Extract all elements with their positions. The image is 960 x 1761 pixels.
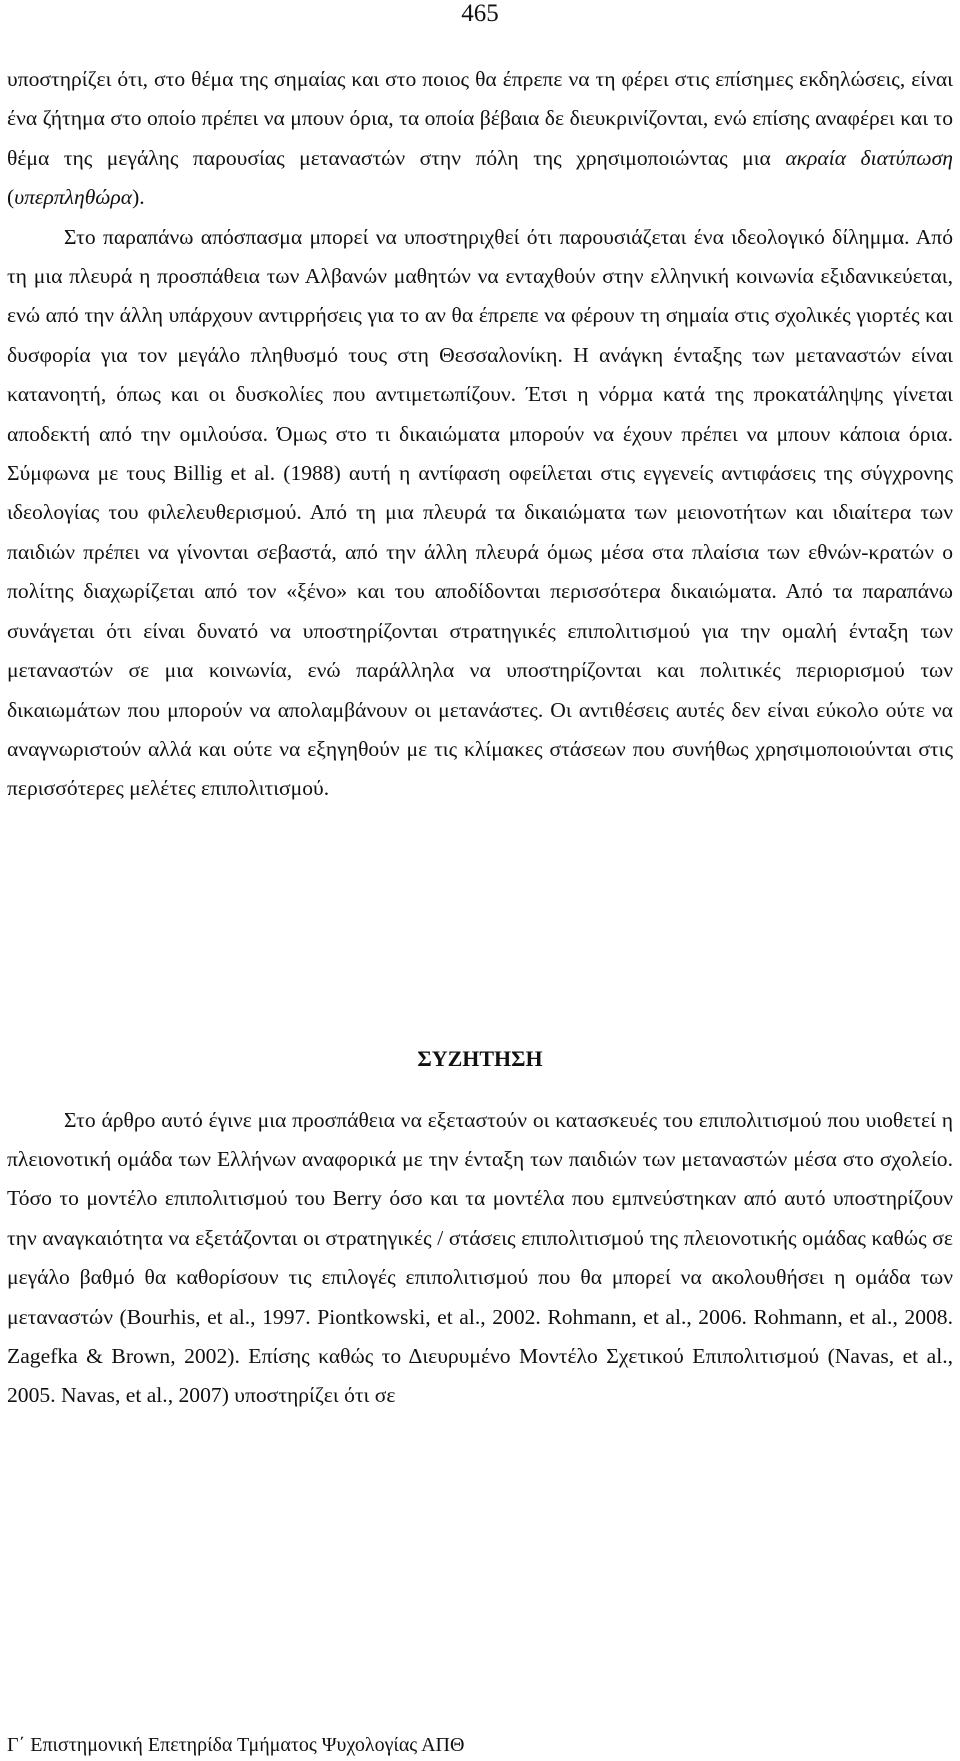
footer-divider [7, 1727, 953, 1728]
paragraph-1-text-c: ). [132, 185, 145, 210]
paragraph-1-italic-b: υπερπληθώρα [14, 185, 133, 210]
paragraph-1-text-a: υποστηρίζει ότι, στο θέμα της σημαίας και στο ποιος θα έπρεπε να τη φέρει στις επίσημες εκδηλώσεις, είναι ένα ζήτημα στο οποίο πρέπει να μπουν όρια, τα οποία βέβαια δε διευκρινίζονται, ενώ επίσης αναφέρει και το θέμα της μεγάλης παρουσίας μεταναστών στην πόλη της χρησιμοποιώντας μια [7, 67, 953, 170]
paragraph-1 [7, 60, 953, 218]
paragraph-1-text-b: ( [7, 185, 15, 210]
paragraph-2: Στο παραπάνω απόσπασμα μπορεί να υποστηριχθεί ότι παρουσιάζεται ένα ιδεολογικό δίλημμα. Από τη μια πλευρά η προσπάθεια των Αλβανών μαθητών να ενταχθούν στην ελληνική κοινωνία εξιδανικεύεται, ενώ από την άλλη υπάρχουν αντιρρήσεις για το αν θα έπρεπε να φέρουν τη σημαία στις σχολικές γιορτές και δυσφορία για τον μεγάλο πληθυσμό τους στη Θεσσαλονίκη. Η ανάγκη ένταξης των μεταναστών είναι κατανοητή, όπως και οι δυσκολίες που αντιμετωπίζουν. Έτσι η νόρμα κατά της προκατάληψης γίνεται αποδεκτή από την ομιλούσα. Όμως στο τι δικαιώματα μπορούν να έχουν πρέπει να μπουν κάποια όρια. Σύμφωνα με τους Billig et al. (1988) αυτή η αντίφαση οφείλεται στις εγγενείς αντιφάσεις της σύγχρονης ιδεολογίας του φιλελευθερισμού. Από τη μια πλευρά τα δικαιώματα των μειονοτήτων και ιδιαίτερα των παιδιών πρέπει να γίνονται σεβαστά, από την άλλη πλευρά όμως μέσα στα πλαίσια των εθνών-κρατών ο πολίτης διαχωρίζεται από τον «ξένο» και του αποδίδονται περισσότερα δικαιώματα. Από τα παραπάνω συνάγεται ότι είναι δυνατό να υποστηρίζονται στρατηγικές επιπολιτισμού για την ομαλή ένταξη των μεταναστών σε μια κοινωνία, ενώ παράλληλα να υποστηρίζονται και πολιτικές περιορισμού των δικαιωμάτων που μπορούν να απολαμβάνουν οι μετανάστες. Οι αντιθέσεις αυτές δεν είναι εύκολο ούτε να αναγνωριστούν αλλά και ούτε να εξηγηθούν με τις κλίμακες στάσεων που συνήθως χρησιμοποιούνται στις περισσότερες μελέτες επιπολιτισμού. [7, 224, 953, 801]
page-number: 465 [461, 0, 499, 27]
section-heading: ΣΥΖΗΤΗΣΗ [417, 1046, 543, 1071]
discussion-text [7, 1079, 953, 1437]
footer-text: Γ΄ Επιστημονική Επετηρίδα Τμήματος Ψυχολογίας ΑΠΘ [7, 1734, 465, 1756]
paragraph-3: Στο άρθρο αυτό έγινε μια προσπάθεια να εξεταστούν οι κατασκευές του επιπολιτισμού που υιοθετεί η πλειονοτική ομάδα των Ελλήνων αναφορικά με την ένταξη των παιδιών των μεταναστών μέσα στο σχολείο. Τόσο το μοντέλο επιπολιτισμού του Berry όσο και τα μοντέλα που εμπνεύστηκαν από αυτό υποστηρίζουν την αναγκαιότητα να εξετάζονται οι στρατηγικές / στάσεις επιπολιτισμού της πλειονοτικής ομάδας καθώς σε μεγάλο βαθμό θα καθορίσουν τις επιλογές επιπολιτισμού που θα μπορεί να ακολουθήσει η ομάδα των μεταναστών (Bourhis, et al., 1997. Piontkowski, et al., 2002. Rohmann, et al., 2006. Rohmann, et al., 2008. Zagefka & Brown, 2002). Επίσης καθώς το Διευρυμένο Μοντέλο Σχετικού Επιπολιτισμού (Navas, et al., 2005. Navas, et al., 2007) υποστηρίζει ότι σε [7, 1107, 953, 1408]
paragraph-1-italic-a: ακραία διατύπωση [785, 145, 953, 170]
body-text [7, 60, 953, 809]
